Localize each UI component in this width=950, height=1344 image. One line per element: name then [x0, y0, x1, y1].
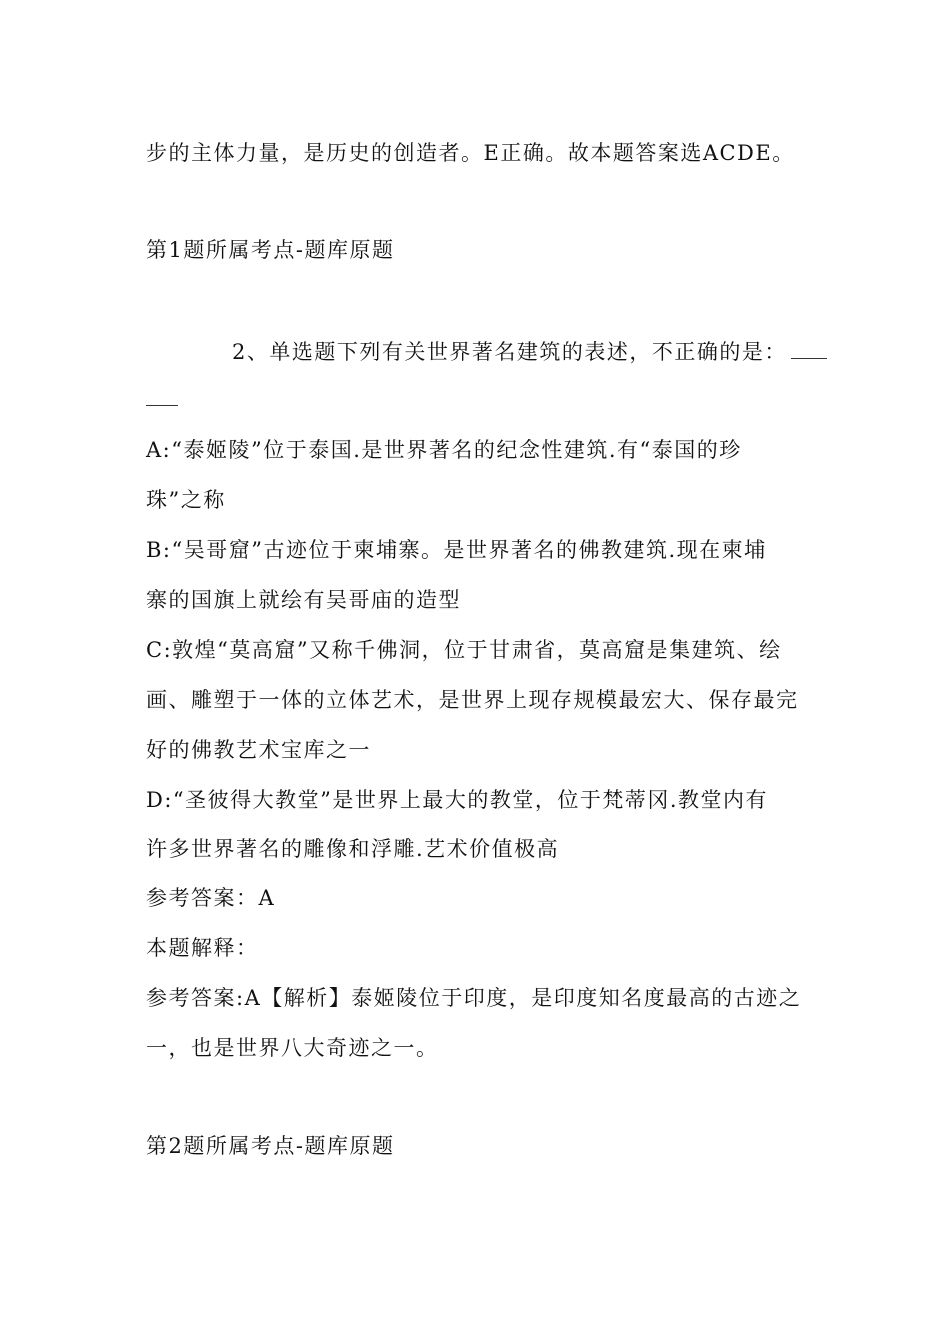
- previous-answer-tail: 步的主体力量，是历史的创造者。E正确。故本题答案选ACDE。: [146, 141, 795, 165]
- reference-answer: 参考答案：A: [146, 886, 276, 910]
- option-c-line-1: C:敦煌“莫高窟”又称千佛洞，位于甘肃省，莫高窟是集建筑、绘: [146, 638, 782, 662]
- option-c-line-3: 好的佛教艺术宝库之一: [146, 738, 371, 762]
- question-2-stem-text: 2、单选题下列有关世界著名建筑的表述，不正确的是：: [232, 340, 787, 364]
- explanation-line-2: 一，也是世界八大奇迹之一。: [146, 1036, 439, 1060]
- explanation-line-1: 参考答案:A【解析】泰姬陵位于印度，是印度知名度最高的古迹之: [146, 986, 802, 1010]
- explanation-label: 本题解释：: [146, 936, 259, 960]
- option-c-line-2: 画、雕塑于一体的立体艺术，是世界上现存规模最宏大、保存最完: [146, 688, 799, 712]
- option-d-line-1: D:“圣彼得大教堂”是世界上最大的教堂，位于梵蒂冈.教堂内有: [146, 788, 769, 812]
- option-d-line-2: 许多世界著名的雕像和浮雕.艺术价值极高: [146, 837, 560, 861]
- option-a-line-1: A:“泰姬陵”位于泰国.是世界著名的纪念性建筑.有“泰国的珍: [146, 438, 742, 462]
- option-a-line-2: 珠”之称: [146, 488, 226, 512]
- question-2-point: 第2题所属考点-题库原题: [146, 1134, 395, 1158]
- answer-blank-continuation: [146, 405, 178, 406]
- option-b-line-1: B:“吴哥窟”古迹位于柬埔寨。是世界著名的佛教建筑.现在柬埔: [146, 538, 767, 562]
- question-2-stem: [232, 337, 827, 367]
- option-b-line-2: 寨的国旗上就绘有吴哥庙的造型: [146, 588, 461, 612]
- question-1-point: 第1题所属考点-题库原题: [146, 238, 395, 262]
- answer-blank: [791, 340, 827, 359]
